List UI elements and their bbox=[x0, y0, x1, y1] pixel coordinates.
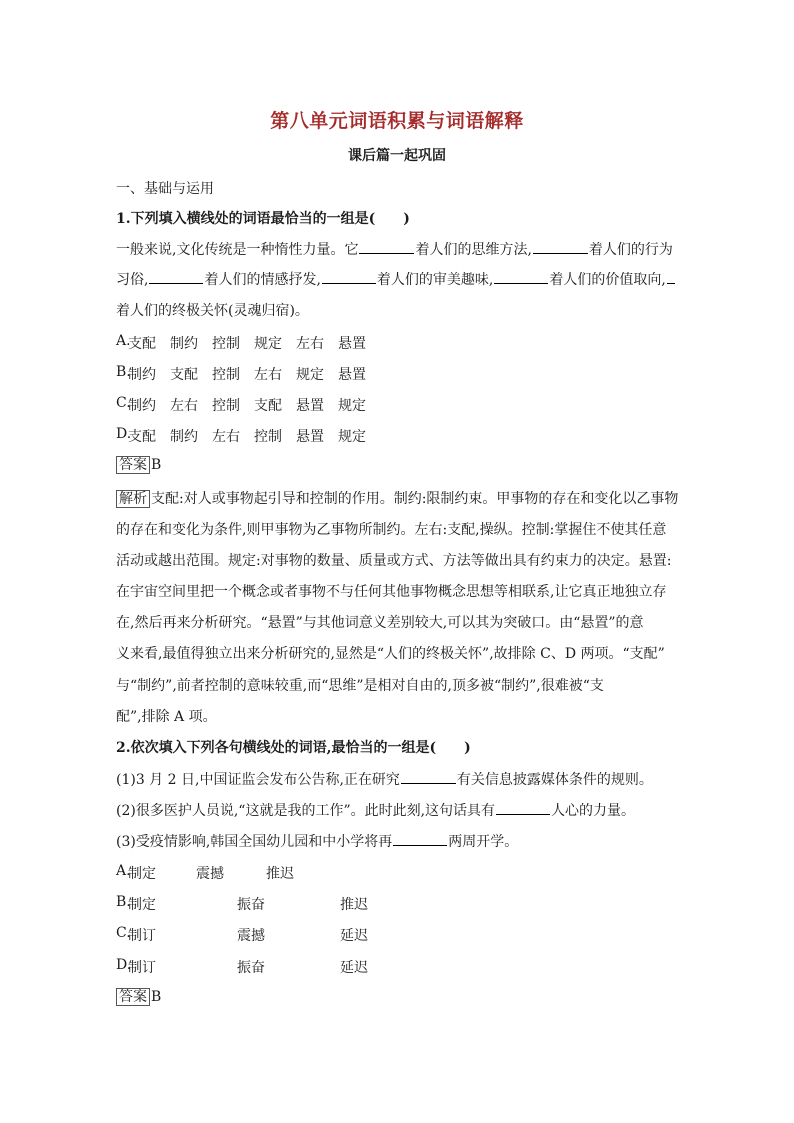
analysis-line: 义来看,最值得独立出来分析研究的,显然是“人们的终极关怀”,故排除 C、D 两项。“支配” bbox=[116, 646, 665, 662]
fill-blank bbox=[494, 282, 548, 284]
answer-line bbox=[116, 456, 686, 474]
fill-blank bbox=[533, 252, 588, 254]
question-2-stem: 2.依次填入下列各句横线处的词语,最恰当的一组是( ) bbox=[116, 740, 471, 756]
analysis-line: 与“制约”,前者控制的意味较重,而“思维”是相对自由的,顶多被“制约”,很难被“支 bbox=[116, 678, 604, 694]
answer-tag: 答案 bbox=[116, 988, 150, 1006]
analysis-line: 活动或越出范围。规定:对事物的数量、质量或方式、方法等做出具有约束力的决定。悬置: bbox=[116, 553, 672, 569]
question-1-passage-line: 着人们的终极关怀(灵魂归宿)。 bbox=[116, 303, 309, 319]
page-subtitle: 课后篇一起巩固 bbox=[348, 148, 446, 164]
answer-value: B bbox=[151, 989, 162, 1005]
analysis-line: 在,然后再来分析研究。“悬置”与其他词意义差别较大,可以其为突破口。由“悬置”的意 bbox=[116, 615, 644, 631]
page-title: 第八单元词语积累与词语解释 bbox=[270, 110, 524, 132]
analysis-line: 的存在和变化为条件,则甲事物为乙事物所制约。左右:支配,操纵。控制:掌握住不使其任意 bbox=[116, 522, 667, 538]
question-2-sentence: (3)受疫情影响,韩国全国幼儿园和中小学将再 两周开学。 bbox=[116, 834, 519, 850]
analysis-line: 解析 支配:对人或事物起引导和控制的作用。制约:限制约束。甲事物的存在和变化以乙事物 bbox=[116, 488, 686, 508]
fill-blank bbox=[393, 844, 447, 846]
analysis-tag: 解析 bbox=[116, 490, 150, 508]
answer-value: B bbox=[151, 457, 162, 473]
fill-blank bbox=[149, 282, 203, 284]
document-page: 第八单元词语积累与词语解释 课后篇一起巩固 一、基础与运用 1.下列填入横线处的词语最恰当的一组是( ) 一般来说,文化传统是一种惰性力量。它 着人们的思维方法, 着人们的行为 习俗, 着人们的情感抒发, 着人们的审美趣味, 着人们的价值取向, 着人们的终极关怀(灵魂归宿)。 A. 支配 制约 控制 规定 左右 悬置 B. 制约 支配 控制 左右 规定 悬置 C. 制约 左右 控制 支配 悬置 规定 D. 支配 制约 左右 控制 悬置 规定 答案 B 解析 支配:对人或事物起引导和控制的作用。制约:限制约束。甲事物的存在和变化以乙事物 的存在和变化为条件,则甲事物为乙事物所制约。左右:支配,操纵。控制:掌握住不使其任意 活动或越出范围。规定:对事物的数量、质量或方式、方法等做出具有约束力的决定。悬置: 在宇宙空间里把一个概念或者事物不与任何其他事物概念思想等相联系,让它真正地独立存 在,然后再来分析研究。“悬置”与其他词意义差别较大,可以其为突破口。由“悬置”的意 义来看,最值得独立出来分析研究的,显然是“人们的终极关怀”,故排除 C、D 两项。“支配” 与“制约”,前者控制的意味较重,而“思维”是相对自由的,顶多被“制约”,很难被“支 配”,排除 A 项。 2.依次填入下列各句横线处的词语,最恰当的一组是( ) (1)3 月 2 日,中国证监会发布公告称,正在研究 有关信息披露媒体条件的规则。 (2)很多医护人员说,“这就是我的工作”。此时此刻,这句话具有 人心的力量。 (3)受疫情影响,韩国全国幼儿园和中小学将再 两周开学。 A. 制定 震撼 推迟 B. 制定 振奋 推迟 C. 制订 震撼 延迟 D. 制订 振奋 延迟 答案 B bbox=[0, 0, 794, 1123]
question-1-stem: 1.下列填入横线处的词语最恰当的一组是( ) bbox=[116, 211, 410, 227]
question-1-passage-line: 习俗, 着人们的情感抒发, 着人们的审美趣味, 着人们的价值取向, bbox=[116, 269, 686, 289]
answer-tag: 答案 bbox=[116, 456, 150, 474]
fill-blank bbox=[496, 813, 550, 815]
question-1-passage-line: 一般来说,文化传统是一种惰性力量。它 着人们的思维方法, 着人们的行为 bbox=[116, 242, 673, 258]
question-2-sentence: (1)3 月 2 日,中国证监会发布公告称,正在研究 有关信息披露媒体条件的规则。 bbox=[116, 772, 653, 788]
fill-blank bbox=[401, 782, 456, 784]
analysis-line: 在宇宙空间里把一个概念或者事物不与任何其他事物概念思想等相联系,让它真正地独立存 bbox=[116, 584, 667, 600]
fill-blank bbox=[322, 282, 376, 284]
fill-blank bbox=[359, 252, 414, 254]
question-2-sentence: (2)很多医护人员说,“这就是我的工作”。此时此刻,这句话具有 人心的力量。 bbox=[116, 803, 636, 819]
fill-blank bbox=[667, 282, 675, 284]
section-heading: 一、基础与运用 bbox=[116, 181, 214, 197]
answer-line bbox=[116, 988, 686, 1006]
analysis-line: 配”,排除 A 项。 bbox=[116, 709, 217, 725]
